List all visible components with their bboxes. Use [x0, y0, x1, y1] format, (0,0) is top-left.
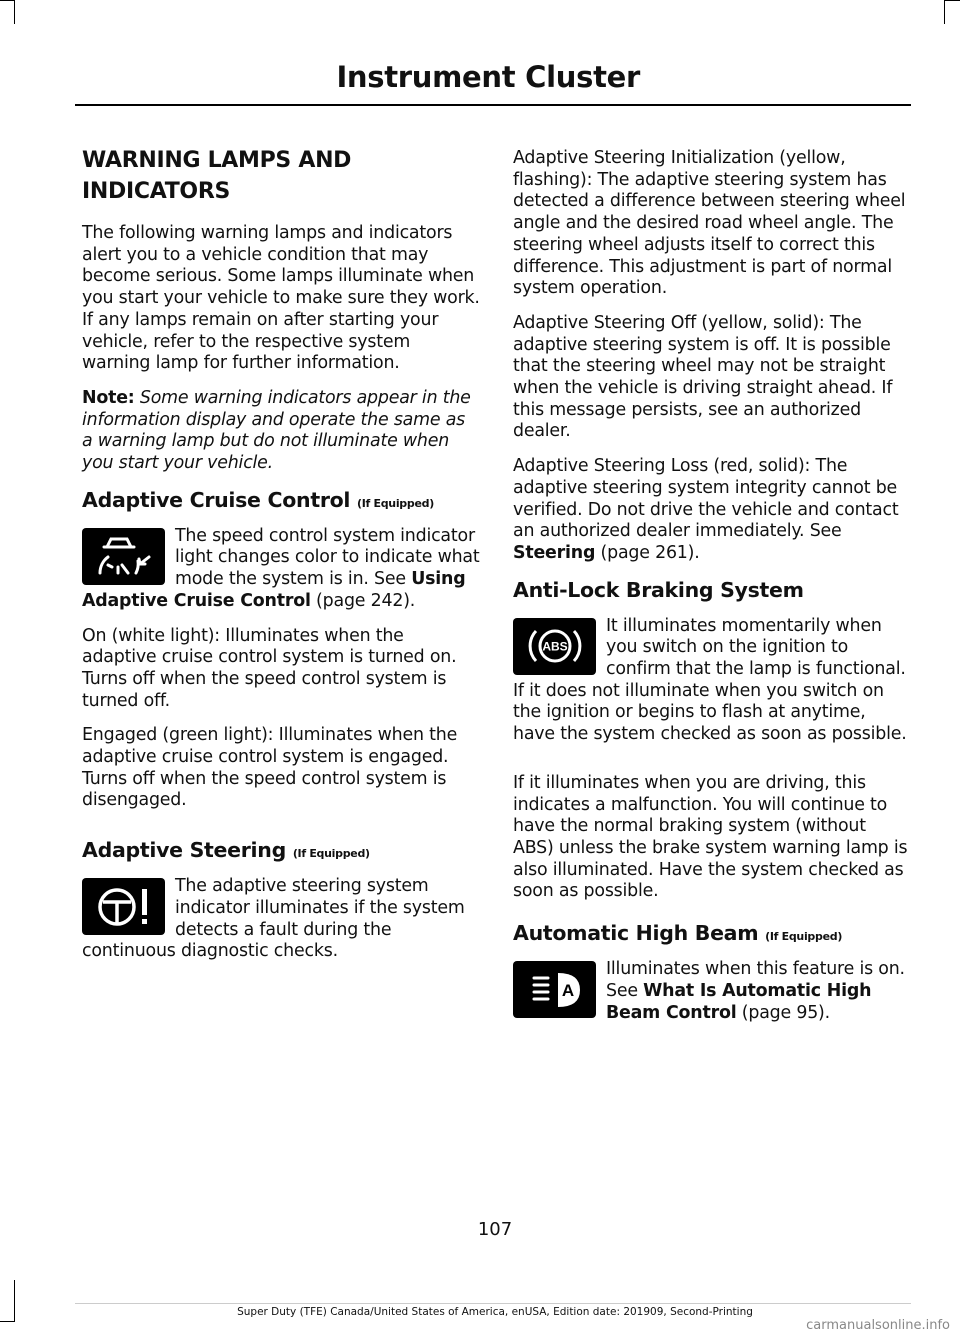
crop-mark — [945, 0, 960, 1]
abs-malfunction-paragraph: If it illuminates when you are driving, this indicates a malfunction. You will continue to have the normal braking system (without ABS) unless the brake system warning lamp is also illuminated. Have the system checked as soon as possible. — [513, 772, 908, 902]
section-heading — [82, 145, 480, 207]
ahb-heading — [513, 921, 911, 945]
loss-page-ref: (page 261). — [595, 542, 700, 563]
note-text: Some warning indicators appear in the information display and operate the same as a warning lamp but do not illuminate when you start your vehicle. — [82, 387, 471, 474]
edition-footer: Super Duty (TFE) Canada/United States of America, enUSA, Edition date: 201909, Second-Printing — [237, 1306, 753, 1318]
as-block — [82, 876, 480, 976]
auto-high-beam-icon — [513, 961, 596, 1018]
crop-mark — [0, 1321, 14, 1322]
intro-paragraph: The following warning lamps and indicators alert you to a vehicle condition that may become serious. Some lamps illuminate when you start your vehicle to make sure they work. If any lamps remain on after starting your vehicle, refer to the respective system warning lamp for further information. — [82, 223, 480, 374]
adaptive-steering-heading — [82, 838, 480, 862]
crop-mark — [14, 0, 15, 24]
header-divider — [75, 104, 911, 106]
acc-block — [82, 526, 480, 626]
loss-text: Adaptive Steering Loss (red, solid): The adaptive steering system integrity cannot be verified. Do not drive the vehicle and contact an authorized dealer immediately. See — [513, 456, 899, 542]
steering-link[interactable]: Steering — [513, 542, 596, 563]
abs-icon-label: ABS — [541, 639, 568, 654]
ahb-block — [513, 959, 911, 1037]
init-paragraph: Adaptive Steering Initialization (yellow, flashing): The adaptive steering system has detected a difference between steering wheel angle and the desired road wheel angle. The steering wheel adjusts itself to correct this difference. This adjustment is part of normal system operation. — [513, 148, 906, 299]
acc-heading — [82, 488, 480, 512]
ahb-title: Automatic High Beam — [513, 921, 759, 946]
off-paragraph: Adaptive Steering Off (yellow, solid): The adaptive steering system is off. It is possible that the steering wheel may not be straight when the vehicle is driving straight ahead. If this message persists, see an authorized dealer. — [513, 312, 893, 442]
ahb-text: Illuminates when this feature is on. See — [606, 959, 905, 1001]
right-column — [513, 148, 911, 1037]
watermark: carmanualsonline.info — [806, 1318, 950, 1333]
abs-heading: Anti-Lock Braking System — [513, 577, 804, 602]
abs-icon — [513, 618, 596, 675]
loss-paragraph — [513, 456, 911, 565]
acc-equipped: (If Equipped) — [356, 496, 434, 510]
steering-warning-icon — [82, 878, 165, 935]
ahb-page-ref: (page 95). — [736, 1002, 830, 1023]
ahb-link[interactable]: What Is Automatic High Beam Control — [606, 980, 872, 1023]
crop-mark — [944, 0, 945, 24]
as-equipped: (If Equipped) — [292, 847, 370, 861]
acc-link[interactable]: Using Adaptive Cruise Control — [82, 569, 466, 611]
left-column — [82, 145, 480, 976]
abs-description: It illuminates momentarily when you switch on the ignition to confirm that the lamp is functional. If it does not illuminate when you switch on the ignition or begins to flash at anytime, have the system checked as soon as possible. — [513, 615, 907, 745]
note-paragraph — [82, 388, 480, 475]
abs-block — [513, 616, 911, 759]
note-label: Note: — [82, 387, 135, 408]
ahb-icon-label: A — [561, 980, 574, 1000]
adaptive-cruise-control-icon — [82, 528, 165, 585]
footer-divider — [75, 1303, 911, 1304]
ahb-equipped: (If Equipped) — [765, 930, 843, 944]
acc-engaged-paragraph: Engaged (green light): Illuminates when the adaptive cruise control system is engaged. Turns off when the speed control system is disengaged. — [82, 725, 458, 811]
crop-mark — [0, 0, 14, 1]
acc-title: Adaptive Cruise Control — [82, 487, 351, 512]
acc-on-paragraph: On (white light): Illuminates when the adaptive cruise control system is turned on. Turns off when the speed control system is turned off. — [82, 625, 457, 711]
acc-page-ref: (page 242). — [310, 590, 416, 611]
as-description: The adaptive steering system indicator illuminates if the system detects a fault during the continuous diagnostic checks. — [82, 876, 465, 962]
as-title: Adaptive Steering — [82, 838, 286, 863]
page-number: 107 — [477, 1219, 513, 1240]
page-title: Instrument Cluster — [336, 60, 640, 94]
acc-text: The speed control system indicator light changes color to indicate what mode the system is in. See — [175, 525, 480, 590]
heading-line-2: INDICATORS — [82, 179, 231, 204]
heading-line-1: WARNING LAMPS AND — [82, 148, 352, 173]
